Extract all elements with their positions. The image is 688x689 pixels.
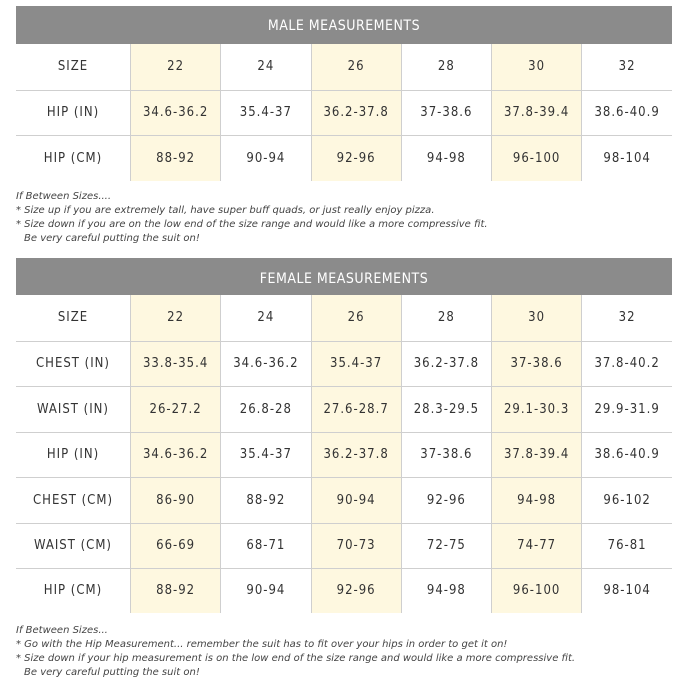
cell: 96-102 bbox=[582, 477, 672, 523]
female-row-chest-in bbox=[16, 341, 672, 386]
cell: 26-27.2 bbox=[131, 386, 221, 432]
cell: 96-100 bbox=[492, 568, 582, 613]
cell: 37-38.6 bbox=[401, 90, 491, 135]
cell: 94-98 bbox=[401, 135, 491, 181]
row-label: HIP (IN) bbox=[16, 90, 131, 135]
male-rows bbox=[16, 44, 672, 181]
male-measurements-table bbox=[16, 6, 672, 181]
female-row-chest-cm bbox=[16, 477, 672, 523]
male-table-title: MALE MEASUREMENTS bbox=[16, 6, 672, 44]
note-line: * Size down if your hip measurement is on the low end of the size range and would like a more compressive fit. bbox=[16, 653, 576, 664]
cell: 90-94 bbox=[311, 477, 401, 523]
cell: 28.3-29.5 bbox=[401, 386, 491, 432]
female-row-hip-cm bbox=[16, 568, 672, 613]
female-rows bbox=[16, 295, 672, 613]
cell: 37-38.6 bbox=[401, 432, 491, 477]
cell: 29.9-31.9 bbox=[582, 386, 672, 432]
note-line: Be very careful putting the suit on! bbox=[24, 233, 200, 244]
cell: 37.8-40.2 bbox=[582, 341, 672, 386]
note-line: If Between Sizes... bbox=[16, 625, 108, 636]
female-row-size bbox=[16, 295, 672, 341]
female-table-title: FEMALE MEASUREMENTS bbox=[16, 258, 672, 295]
cell: 34.6-36.2 bbox=[131, 432, 221, 477]
row-label: HIP (IN) bbox=[16, 432, 131, 477]
row-label: SIZE bbox=[16, 44, 131, 90]
cell: 34.6-36.2 bbox=[131, 90, 221, 135]
cell: 26 bbox=[311, 44, 401, 90]
cell: 24 bbox=[221, 44, 311, 90]
male-size-grid bbox=[16, 44, 672, 181]
cell: 88-92 bbox=[221, 477, 311, 523]
cell: 36.2-37.8 bbox=[311, 432, 401, 477]
cell: 26 bbox=[311, 295, 401, 341]
cell: 94-98 bbox=[401, 568, 491, 613]
cell: 92-96 bbox=[401, 477, 491, 523]
cell: 90-94 bbox=[221, 568, 311, 613]
cell: 90-94 bbox=[221, 135, 311, 181]
female-size-notes bbox=[16, 624, 575, 680]
cell: 22 bbox=[131, 44, 221, 90]
cell: 94-98 bbox=[492, 477, 582, 523]
note-line: * Size up if you are extremely tall, have super buff quads, or just really enjoy pizza. bbox=[16, 205, 435, 216]
cell: 37-38.6 bbox=[492, 341, 582, 386]
cell: 98-104 bbox=[603, 150, 651, 166]
cell: 22 bbox=[131, 295, 221, 341]
note-line: * Go with the Hip Measurement... remember the suit has to fit over your hips in order to get it on! bbox=[16, 639, 508, 650]
male-row-hip-in bbox=[16, 90, 672, 135]
row-label: SIZE bbox=[16, 295, 131, 341]
female-row-waist-in bbox=[16, 386, 672, 432]
cell: 38.6-40.9 bbox=[582, 432, 672, 477]
cell: 72-75 bbox=[401, 523, 491, 568]
cell: 32 bbox=[582, 44, 672, 90]
cell: 34.6-36.2 bbox=[221, 341, 311, 386]
male-row-hip-cm bbox=[16, 135, 672, 181]
cell: 28 bbox=[401, 44, 491, 90]
cell: 76-81 bbox=[582, 523, 672, 568]
cell: 29.1-30.3 bbox=[492, 386, 582, 432]
row-label: CHEST (IN) bbox=[16, 341, 131, 386]
male-size-notes bbox=[16, 190, 488, 246]
cell: 92-96 bbox=[311, 135, 401, 181]
note-line: If Between Sizes.... bbox=[16, 191, 112, 202]
cell: 70-73 bbox=[311, 523, 401, 568]
cell: 30 bbox=[492, 295, 582, 341]
cell: 92-96 bbox=[311, 568, 401, 613]
cell: 36.2-37.8 bbox=[311, 90, 401, 135]
cell: 33.8-35.4 bbox=[131, 341, 221, 386]
female-size-grid bbox=[16, 295, 672, 613]
cell: 96-100 bbox=[492, 135, 582, 181]
row-label: WAIST (CM) bbox=[16, 523, 131, 568]
cell: 35.4-37 bbox=[311, 341, 401, 386]
cell: 27.6-28.7 bbox=[311, 386, 401, 432]
cell: 35.4-37 bbox=[221, 432, 311, 477]
note-line: * Size down if you are on the low end of the size range and would like a more compressive fit. bbox=[16, 219, 488, 230]
note-line: Be very careful putting the suit on! bbox=[24, 667, 200, 678]
cell: 74-77 bbox=[492, 523, 582, 568]
cell: 68-71 bbox=[221, 523, 311, 568]
cell: 37.8-39.4 bbox=[492, 90, 582, 135]
row-label: HIP (CM) bbox=[16, 135, 131, 181]
cell: 37.8-39.4 bbox=[492, 432, 582, 477]
row-label: HIP (CM) bbox=[16, 568, 131, 613]
cell: 30 bbox=[492, 44, 582, 90]
cell: 28 bbox=[401, 295, 491, 341]
female-row-waist-cm bbox=[16, 523, 672, 568]
female-row-hip-in bbox=[16, 432, 672, 477]
row-label: WAIST (IN) bbox=[16, 386, 131, 432]
female-measurements-table bbox=[16, 258, 672, 613]
cell: 26.8-28 bbox=[221, 386, 311, 432]
cell: 24 bbox=[221, 295, 311, 341]
cell: 98-104 bbox=[603, 583, 651, 599]
male-row-size bbox=[16, 44, 672, 90]
cell: 38.6-40.9 bbox=[582, 90, 672, 135]
cell: 32 bbox=[582, 295, 672, 341]
cell: 86-90 bbox=[131, 477, 221, 523]
cell: 36.2-37.8 bbox=[401, 341, 491, 386]
row-label: CHEST (CM) bbox=[16, 477, 131, 523]
cell: 88-92 bbox=[131, 135, 221, 181]
cell: 88-92 bbox=[131, 568, 221, 613]
cell: 35.4-37 bbox=[221, 90, 311, 135]
cell: 66-69 bbox=[131, 523, 221, 568]
